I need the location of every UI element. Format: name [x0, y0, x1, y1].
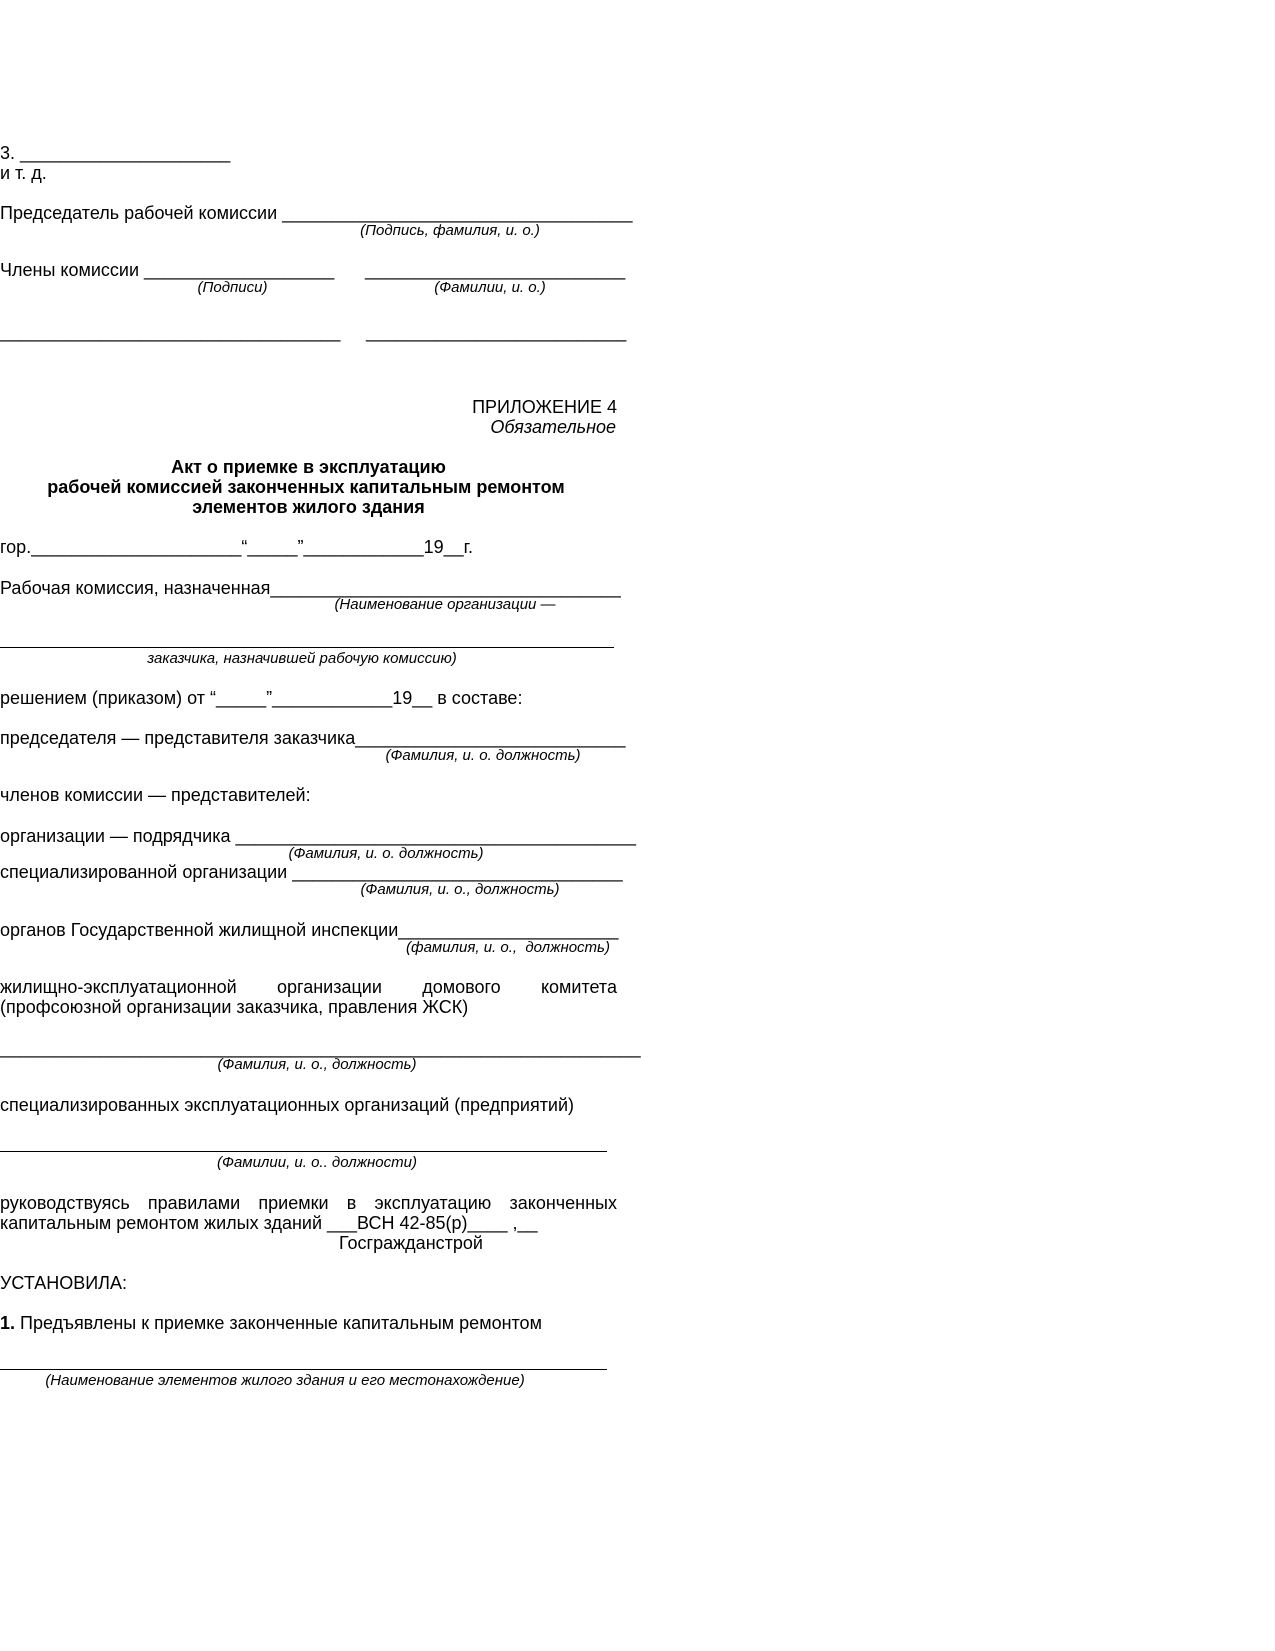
list-item-3: 3. _____________________	[0, 143, 231, 163]
members-extra-blank-right: __________________________	[366, 322, 627, 342]
housing-org-caption: (Фамилия, и. о., должность)	[217, 1056, 417, 1073]
specialized-org-line: специализированной организации _________________________________	[0, 862, 623, 882]
spec-exploit-caption: (Фамилии, и. о.. должности)	[217, 1154, 417, 1171]
item1-number: 1.	[0, 1313, 16, 1333]
chair-representative-caption: (Фамилия, и. о. должность)	[385, 747, 581, 764]
decision-line: решением (приказом) от “_____”____________19__ в составе:	[0, 688, 523, 708]
chairman-signature-line: Председатель рабочей комиссии ___________________________________	[0, 203, 633, 223]
spec-exploit-line: специализированных эксплуатационных организаций (предприятий)	[0, 1095, 575, 1115]
housing-org-blank: ________________________________________________________________	[0, 1038, 641, 1058]
guided-authority: Госгражданстрой	[339, 1233, 483, 1253]
chairman-caption: (Подпись, фамилия, и. о.)	[360, 222, 540, 239]
established-heading: УСТАНОВИЛА:	[0, 1273, 128, 1293]
contractor-caption: (Фамилия, и. о. должность)	[288, 845, 484, 862]
city-date-line: гор._____________________“_____”____________19__г.	[0, 537, 474, 557]
guided-line2	[0, 1213, 538, 1233]
members-names-blank: __________________________	[365, 260, 626, 280]
members-caption-names: (Фамилии, и. о.)	[434, 279, 546, 296]
housing-org-line2: (профсоюзной организации заказчика, правления ЖСК)	[0, 997, 469, 1017]
commission-caption-1: (Наименование организации —	[334, 596, 556, 613]
commission-caption-2: заказчика, назначившей рабочую комиссию)	[147, 650, 457, 667]
spec-exploit-blank-line	[0, 1151, 607, 1152]
item1-text: Предъявлены к приемке законченные капитальным ремонтом	[15, 1313, 542, 1333]
inspection-caption: (фамилия, и. о., должность)	[406, 939, 610, 956]
guided-line2-suffix: ,__	[507, 1213, 538, 1233]
commission-appointed-line: Рабочая комиссия, назначенная___________________________________	[0, 578, 621, 598]
housing-org-line1: жилищно-эксплуатационной организации домового комитета	[0, 977, 617, 997]
members-representatives-heading: членов комиссии — представителей:	[0, 785, 311, 805]
specialized-org-caption: (Фамилия, и. о., должность)	[360, 881, 560, 898]
commission-blank-line	[0, 647, 614, 648]
appendix-number: ПРИЛОЖЕНИЕ 4	[472, 397, 617, 417]
guided-line2-prefix: капитальным ремонтом жилых зданий	[0, 1213, 328, 1233]
members-caption-signatures: (Подписи)	[197, 279, 268, 296]
chair-representative-line: председателя — представителя заказчика___________________________	[0, 728, 626, 748]
act-title-line3: элементов жилого здания	[192, 497, 425, 517]
act-title-line2: рабочей комиссией законченных капитальным ремонтом	[47, 477, 565, 497]
item1-blank-line	[0, 1369, 607, 1370]
act-title-line1: Акт о приемке в эксплуатацию	[171, 457, 446, 477]
members-signature-line: Члены комиссии ___________________	[0, 260, 335, 280]
members-extra-blank-left: __________________________________	[0, 322, 341, 342]
guided-norm-code: ___ВСН 42-85(р)____	[327, 1213, 508, 1233]
inspection-line: органов Государственной жилищной инспекции______________________	[0, 920, 619, 940]
appendix-status: Обязательное	[490, 417, 616, 437]
contractor-line: организации — подрядчика ________________________________________	[0, 826, 636, 846]
list-etc: и т. д.	[0, 163, 47, 183]
item1-caption: (Наименование элементов жилого здания и его местонахождение)	[45, 1372, 525, 1389]
item1-line	[0, 1313, 542, 1333]
guided-line1: руководствуясь правилами приемки в эксплуатацию законченных	[0, 1193, 617, 1213]
